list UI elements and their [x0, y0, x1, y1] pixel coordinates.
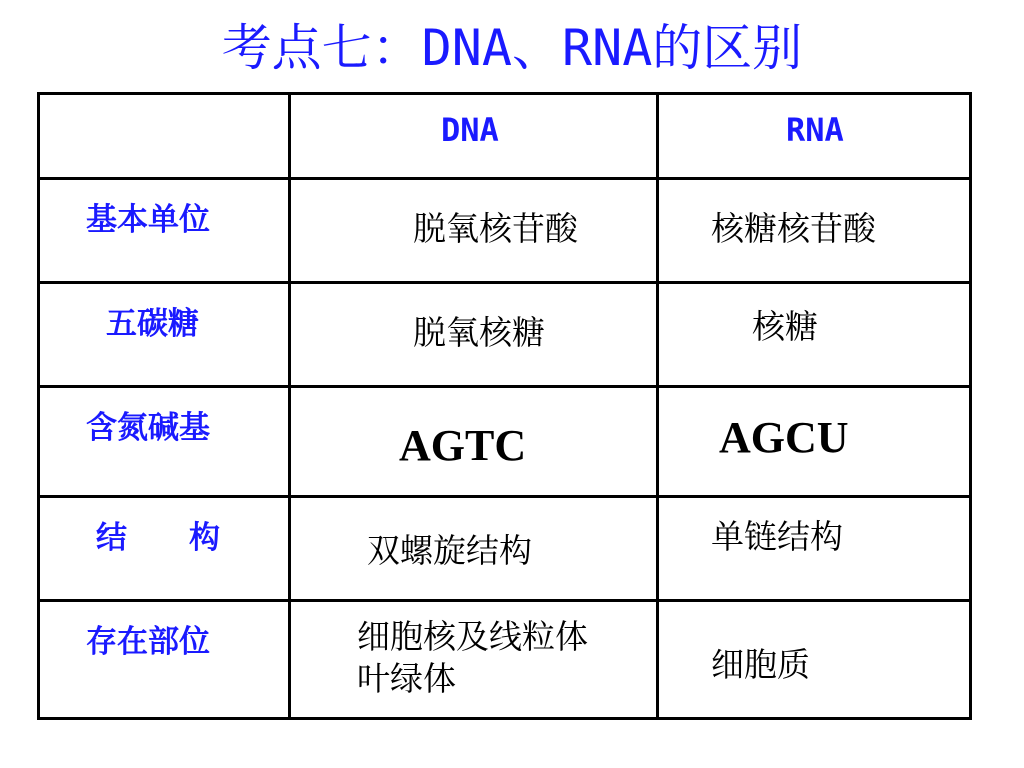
dna-value-cell [290, 601, 658, 719]
dna-value-cell [290, 497, 658, 601]
table-header-row [39, 94, 971, 179]
comparison-table [37, 92, 972, 720]
dna-value-cell [290, 387, 658, 497]
header-corner-cell [39, 94, 290, 179]
row-label-pentose: 五碳糖 [106, 306, 199, 342]
dna-basic-unit: 脱氧核苷酸 [413, 209, 578, 248]
row-label-bases: 含氮碱基 [86, 410, 210, 446]
rna-value-cell [658, 283, 971, 387]
row-label-location: 存在部位 [86, 624, 210, 660]
header-dna: DNA [441, 111, 499, 149]
dna-value-cell [290, 179, 658, 283]
rna-bases: AGCU [719, 413, 849, 462]
row-label-structure: 结 构 [96, 520, 220, 556]
rna-value-cell [658, 179, 971, 283]
rna-value-cell [658, 497, 971, 601]
header-cell-rna [658, 94, 971, 179]
row-label-cell [39, 179, 290, 283]
dna-structure: 双螺旋结构 [367, 531, 532, 570]
rna-value-cell [658, 601, 971, 719]
slide-title: 考点七：DNA、RNA的区别 [221, 19, 803, 77]
row-label-cell [39, 601, 290, 719]
row-label-cell [39, 387, 290, 497]
row-label-cell [39, 283, 290, 387]
row-label-basic-unit: 基本单位 [86, 202, 210, 238]
header-cell-dna [290, 94, 658, 179]
dna-location-line1: 细胞核及线粒体 [357, 617, 588, 656]
rna-basic-unit: 核糖核苷酸 [711, 209, 876, 248]
rna-value-cell [658, 387, 971, 497]
rna-structure: 单链结构 [711, 517, 843, 556]
table-row [39, 601, 971, 719]
rna-pentose: 核糖 [752, 307, 818, 346]
dna-bases: AGTC [399, 421, 527, 470]
dna-value-cell [290, 283, 658, 387]
dna-pentose: 脱氧核糖 [413, 313, 545, 352]
table-row [39, 179, 971, 283]
rna-location: 细胞质 [711, 645, 810, 684]
header-rna: RNA [786, 111, 844, 149]
table-row [39, 387, 971, 497]
table-row [39, 497, 971, 601]
dna-location-line2: 叶绿体 [357, 659, 456, 698]
table-row [39, 283, 971, 387]
row-label-cell [39, 497, 290, 601]
